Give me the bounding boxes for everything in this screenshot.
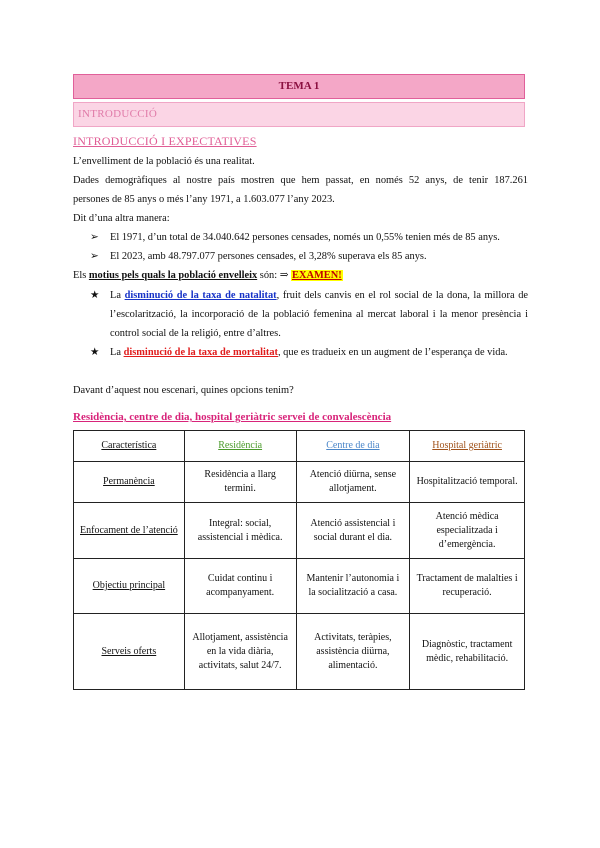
reason-1-pre: La — [110, 290, 125, 301]
reasons-intro-pre: Els — [73, 270, 89, 281]
table-header: Residència — [184, 431, 296, 462]
table-header: Centre de dia — [296, 431, 410, 462]
table-header-row — [74, 431, 525, 462]
reason-1-line1: , fruit dels canvis en el rol social de la dona, la millora — [276, 290, 515, 301]
arrow-bullet-icon: ➢ — [90, 251, 99, 262]
reason-1-line2: de l’escolarització, la incorporació de la població femenina al mercat laboral i la menor — [110, 290, 529, 320]
reason-item-1 — [90, 286, 528, 343]
title-bar — [73, 74, 525, 99]
paragraph-1: L’envelliment de la població és una realitat. — [73, 156, 255, 167]
paragraph-2-line-2: persones de 85 anys o més l’any 1971, a 1.603.077 l’any 2023. — [73, 194, 335, 205]
table-row-label: Enfocament de l’atenció — [74, 503, 185, 559]
reason-2-pre: La — [110, 347, 124, 358]
table-cell: Atenció assistencial i social durant el dia. — [296, 503, 410, 559]
table-header: Característica — [74, 431, 185, 462]
table-row-label: Objectiu principal — [74, 559, 185, 614]
table-title: Residència, centre de dia, hospital geriàtric servei de convalescència — [73, 411, 392, 423]
stat-item-1 — [90, 228, 500, 247]
stat-text-1: El 1971, d’un total de 34.040.642 persones censades, només un 0,55% tenien més de 85 anys. — [110, 232, 500, 243]
table-cell: Integral: social, assistencial i mèdica. — [184, 503, 296, 559]
table-row — [74, 503, 525, 559]
reasons-intro-post: són: ⇒ — [257, 270, 292, 281]
reason-text-1 — [110, 286, 528, 343]
table-row — [74, 462, 525, 503]
section-title: INTRODUCCIÓ — [78, 108, 158, 120]
exam-highlight: EXAMEN! — [292, 270, 342, 281]
stat-text-2: El 2023, amb 48.797.077 persones censades, el 3,28% superava els 85 anys. — [110, 251, 427, 262]
reason-2-highlight: disminució de la taxa de mortalitat — [123, 347, 278, 358]
arrow-bullet-icon: ➢ — [90, 232, 99, 243]
reason-1-line3: presència i control social de la religió, entre d’altres. — [110, 309, 528, 339]
table-row-label: Serveis oferts — [74, 614, 185, 690]
table-cell: Atenció mèdica especialitzada i d’emergència. — [410, 503, 525, 559]
table-cell: Tractament de malalties i recuperació. — [410, 559, 525, 614]
section-bar — [73, 102, 525, 127]
star-bullet-icon: ★ — [90, 290, 100, 301]
table-cell: Mantenir l’autonomia i la socialització a casa. — [296, 559, 410, 614]
table-row-label: Permanència — [74, 462, 185, 503]
table-cell: Diagnòstic, tractament mèdic, rehabilitació. — [410, 614, 525, 690]
star-bullet-icon: ★ — [90, 347, 100, 358]
table-cell: Hospitalització temporal. — [410, 462, 525, 503]
table-cell: Activitats, teràpies, assistència diürna, alimentació. — [296, 614, 410, 690]
table-cell: Cuidat continu i acompanyament. — [184, 559, 296, 614]
question: Davant d’aquest nou escenari, quines opcions tenim? — [73, 385, 294, 396]
paragraph-3: Dit d’una altra manera: — [73, 213, 170, 224]
reason-item-2 — [90, 343, 528, 362]
reason-1-highlight: disminució de la taxa de natalitat — [124, 290, 277, 301]
stat-item-2 — [90, 247, 427, 266]
reasons-intro-bold: motius pels quals la població envelleix — [88, 270, 258, 281]
reasons-intro — [73, 266, 528, 285]
table-cell: Allotjament, assistència en la vida diària, activitats, salut 24/7. — [184, 614, 296, 690]
reason-2-line1: , que es tradueix en un augment de l’esperança de — [277, 347, 485, 358]
subheading: INTRODUCCIÓ I EXPECTATIVES — [73, 134, 257, 148]
table-row — [74, 614, 525, 690]
table-header: Hospital geriàtric — [410, 431, 525, 462]
table-cell: Atenció diürna, sense allotjament. — [296, 462, 410, 503]
comparison-table — [73, 430, 525, 690]
reason-text-2 — [110, 343, 528, 362]
paragraph-2-line-1: Dades demogràfiques al nostre país mostren que hem passat, en només 52 anys, de tenir 187.261 — [73, 175, 528, 186]
reason-2-line2: vida. — [487, 347, 508, 358]
page-title: TEMA 1 — [278, 80, 320, 92]
table-row — [74, 559, 525, 614]
table-cell: Residència a llarg termini. — [184, 462, 296, 503]
